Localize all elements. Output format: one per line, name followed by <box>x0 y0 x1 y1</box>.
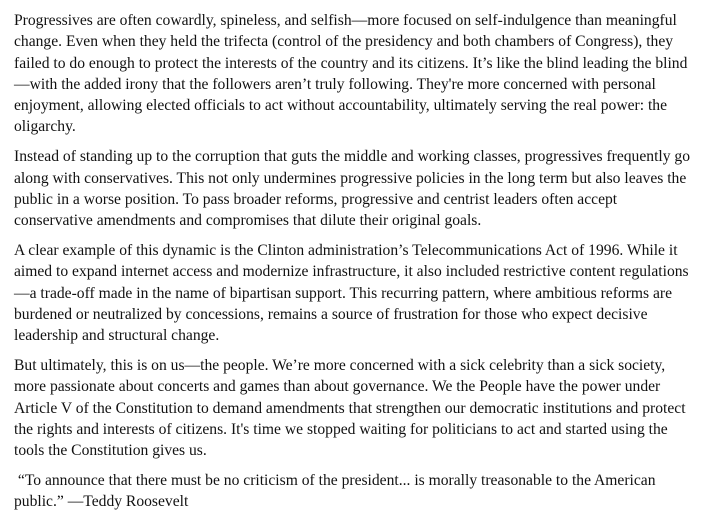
paragraph-article-v: But ultimately, this is on us—the people. We’re more concerned with a sick celebrity than a sick society, more passionate about concerts and games than about governance. We the People have the power under Article V of the Constitution to demand amendments that strengthen our democratic institutions and protect the rights and interests of citizens. It's time we stopped waiting for politicians to act and started using the tools the Constitution gives us. <box>14 356 686 460</box>
paragraph-trifecta: Progressives are often cowardly, spineless, and selfish—more focused on self-indulgence than meaningful change. Even when they held the trifecta (control of the presidency and both chambers of Congress), they failed to do enough to protect the interests of the country and its citizens. It’s like the blind leading the blind—with the added irony that the followers aren’t truly following. They're more concerned with personal enjoyment, allowing elected officials to act without accountability, ultimately serving the real power: the oligarchy. <box>14 12 688 136</box>
paragraph-corruption: Instead of standing up to the corruption that guts the middle and working classes, progressives frequently go along with conservatives. This not only undermines progressive policies in the long term but also leaves the public in a worse position. To pass broader reforms, progressive and centrist leaders often accept conservative amendments and compromises that dilute their original goals. <box>14 148 691 230</box>
paragraph-telecom-act: A clear example of this dynamic is the Clinton administration’s Telecommunications Act of 1996. While it aimed to expand internet access and modernize infrastructure, it also included restrictive content regulations—a trade-off made in the name of bipartisan support. This recurring pattern, where ambitious reforms are burdened or neutralized by concessions, remains a source of frustration for those who expect decisive leadership and structural change. <box>14 241 689 345</box>
roosevelt-quote: “To announce that there must be no criticism of the president... is morally treasonable to the American public.” —Teddy Roosevelt <box>14 471 656 511</box>
